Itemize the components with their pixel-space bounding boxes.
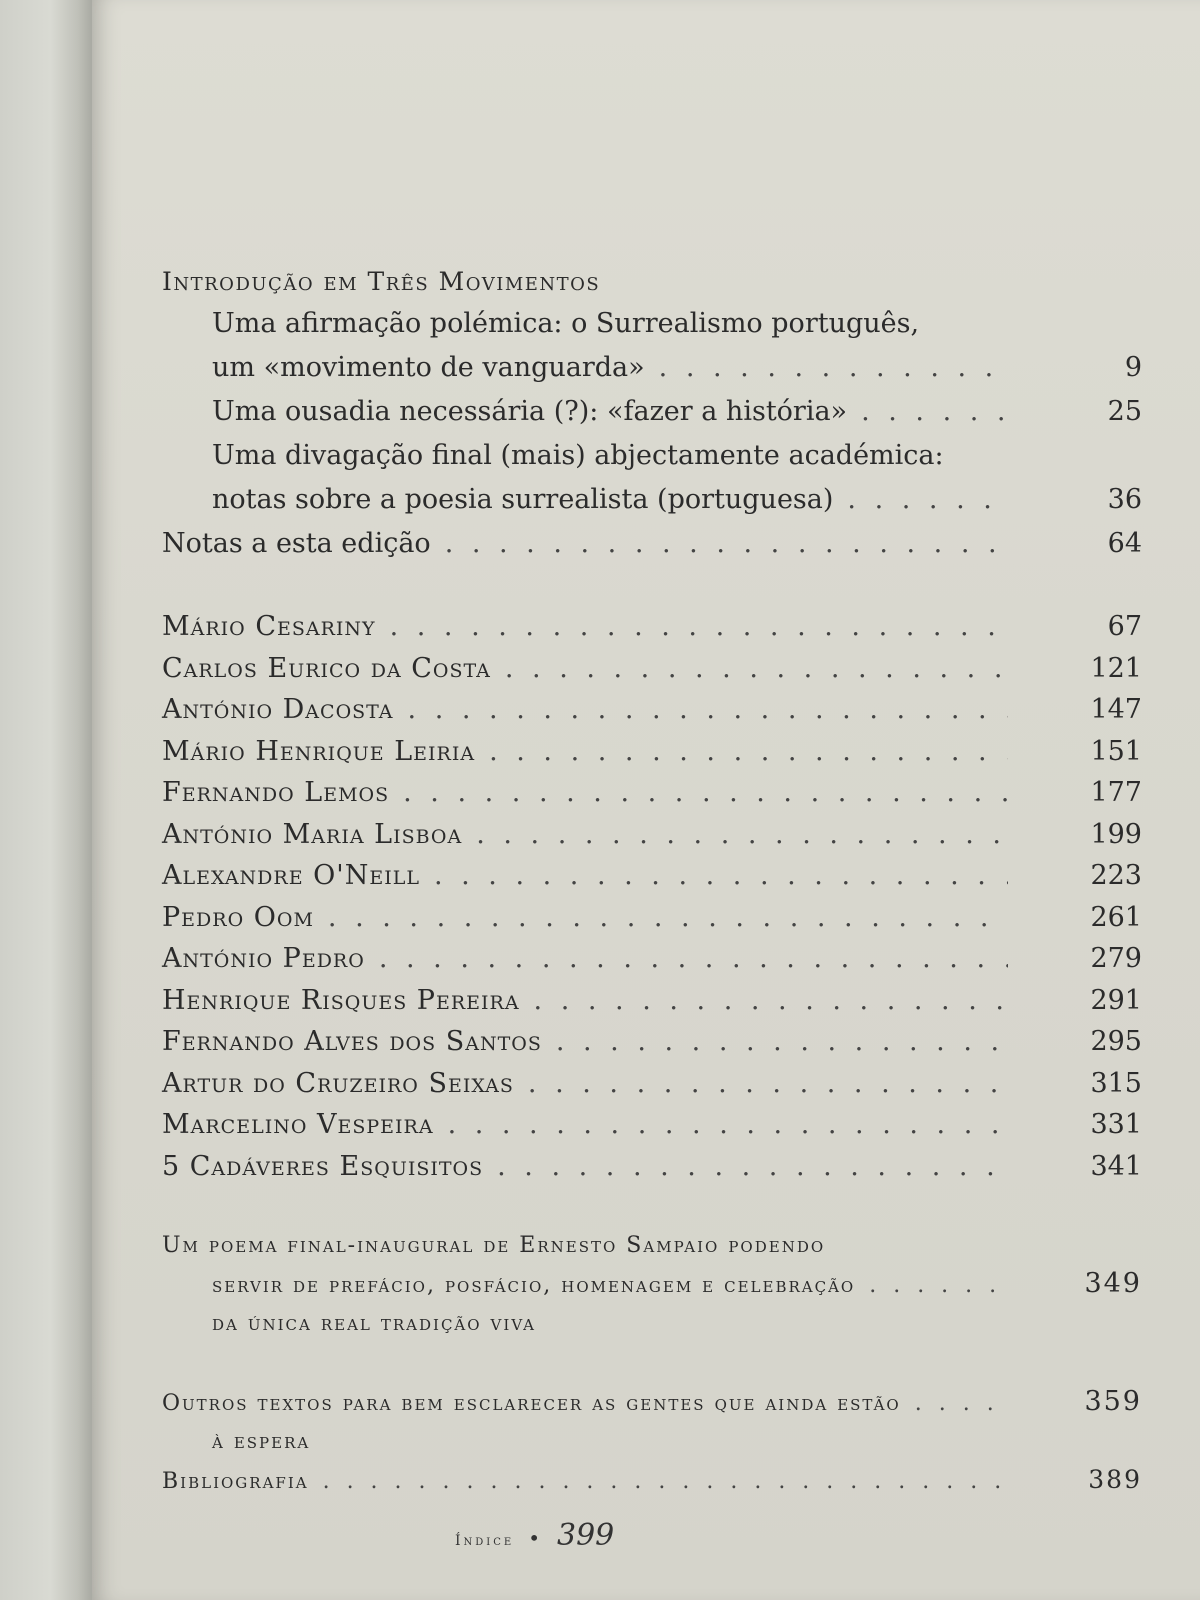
page-number: 147 bbox=[1090, 694, 1142, 725]
page-number: 36 bbox=[1107, 484, 1142, 515]
toc-entry-author bbox=[162, 897, 1142, 939]
toc-entry-author bbox=[162, 648, 1142, 690]
toc-entry-label: Uma ousadia necessária (?): «fazer a história» bbox=[212, 396, 848, 427]
toc-entry-line: Uma afirmação polémica: o Surrealismo português, bbox=[212, 308, 920, 339]
toc-entry-author bbox=[162, 980, 1142, 1022]
toc-entry-label: António Dacosta bbox=[162, 694, 394, 725]
leader-dots bbox=[847, 478, 1008, 522]
toc-entry-author bbox=[162, 689, 1142, 731]
toc-entry-line: Um poema final-inaugural de Ernesto Sampaio podendo bbox=[162, 1233, 826, 1258]
leader-dots bbox=[489, 731, 1008, 773]
toc-entry-label: António Maria Lisboa bbox=[162, 818, 463, 850]
page-number: 151 bbox=[1090, 735, 1142, 767]
toc-entry-label: Alexandre O'Neill bbox=[162, 860, 420, 891]
leader-dots bbox=[534, 980, 1008, 1022]
leader-dots bbox=[448, 1104, 1008, 1146]
leader-dots bbox=[390, 606, 1008, 648]
toc-entry-author bbox=[162, 731, 1142, 773]
toc-entry-label: António Pedro bbox=[162, 943, 365, 974]
page-number: 9 bbox=[1124, 352, 1142, 383]
intro-heading: Introdução em Três Movimentos bbox=[162, 267, 601, 296]
leader-dots bbox=[434, 855, 1008, 897]
page-number: 25 bbox=[1107, 396, 1142, 427]
page-number: 279 bbox=[1090, 943, 1142, 974]
page-number: 64 bbox=[1107, 528, 1142, 559]
book-binding bbox=[0, 0, 92, 1600]
page-number: 261 bbox=[1090, 901, 1142, 933]
toc-entry-author bbox=[162, 938, 1142, 980]
page-number: 349 bbox=[1084, 1268, 1142, 1299]
toc-entry-author bbox=[162, 1104, 1142, 1146]
toc-entry-label: servir de prefácio, posfácio, homenagem e celebração bbox=[212, 1273, 856, 1298]
toc-entry-label: Henrique Risques Pereira bbox=[162, 984, 520, 1016]
footer-label: Índice bbox=[455, 1533, 515, 1549]
leader-dots bbox=[556, 1021, 1008, 1063]
toc-entry-author bbox=[162, 814, 1142, 856]
page-number: 331 bbox=[1090, 1109, 1142, 1140]
page-number: 341 bbox=[1090, 1150, 1142, 1182]
page-number: 67 bbox=[1107, 611, 1142, 642]
leader-dots bbox=[403, 772, 1008, 814]
page-number: 359 bbox=[1084, 1386, 1142, 1417]
toc-entry-label: Mário Henrique Leiria bbox=[162, 735, 476, 767]
toc-entry-notes bbox=[162, 522, 1142, 566]
toc-entry-label: notas sobre a poesia surrealista (portuguesa) bbox=[212, 484, 834, 515]
toc-entry-author bbox=[162, 606, 1142, 648]
leader-dots bbox=[861, 390, 1008, 434]
leader-dots bbox=[445, 522, 1008, 566]
leader-dots bbox=[505, 648, 1008, 690]
toc-entry bbox=[162, 1265, 1142, 1305]
toc-entry bbox=[162, 346, 1142, 390]
page-number: 177 bbox=[1090, 777, 1142, 808]
toc-entry bbox=[162, 390, 1142, 434]
toc-entry-line: da única real tradição viva bbox=[212, 1311, 536, 1336]
toc-entry-label: Fernando Lemos bbox=[162, 777, 390, 808]
toc-entry-label: Fernando Alves dos Santos bbox=[162, 1026, 542, 1057]
toc-entry-author bbox=[162, 855, 1142, 897]
page-footer bbox=[455, 1518, 614, 1553]
toc-entry-label: Marcelino Vespeira bbox=[162, 1109, 434, 1140]
page-number: 295 bbox=[1090, 1026, 1142, 1057]
toc-entry-author bbox=[162, 1063, 1142, 1105]
footer-page-number: 399 bbox=[557, 1518, 615, 1553]
leader-dots bbox=[323, 1463, 1008, 1501]
leader-dots bbox=[379, 938, 1008, 980]
toc-entry-label: Bibliografia bbox=[162, 1469, 309, 1494]
toc-entry-author bbox=[162, 1146, 1142, 1188]
toc-entry-author bbox=[162, 1021, 1142, 1063]
toc-entry-author bbox=[162, 772, 1142, 814]
leader-dots bbox=[328, 897, 1008, 939]
footer-bullet: • bbox=[528, 1526, 543, 1550]
toc-entry-label: Notas a esta edição bbox=[162, 528, 431, 559]
toc-entry-label: 5 Cadáveres Esquisitos bbox=[162, 1150, 484, 1182]
leader-dots bbox=[408, 689, 1008, 731]
toc-entry-label: Mário Cesariny bbox=[162, 611, 376, 642]
toc-entry-line: à espera bbox=[212, 1429, 311, 1454]
toc-entry bbox=[162, 1461, 1142, 1501]
toc-entry-line: Uma divagação final (mais) abjectamente académica: bbox=[212, 440, 944, 471]
leader-dots bbox=[659, 346, 1008, 390]
leader-dots bbox=[915, 1385, 1008, 1423]
toc-entry-label: Artur do Cruzeiro Seixas bbox=[162, 1067, 514, 1099]
page-number: 223 bbox=[1090, 860, 1142, 891]
table-of-contents bbox=[162, 262, 1142, 1501]
page-number: 291 bbox=[1090, 984, 1142, 1016]
toc-entry bbox=[162, 1383, 1142, 1423]
leader-dots bbox=[476, 814, 1008, 856]
page-number: 315 bbox=[1090, 1067, 1142, 1099]
author-list bbox=[162, 606, 1142, 1187]
toc-entry-label: Outros textos para bem esclarecer as gentes que ainda estão bbox=[162, 1391, 901, 1416]
leader-dots bbox=[528, 1063, 1008, 1105]
page-number: 121 bbox=[1090, 652, 1142, 684]
toc-entry-label: um «movimento de vanguarda» bbox=[212, 352, 645, 383]
leader-dots bbox=[869, 1267, 1008, 1305]
toc-entry-label: Pedro Oom bbox=[162, 901, 314, 933]
toc-entry-label: Carlos Eurico da Costa bbox=[162, 652, 491, 684]
leader-dots bbox=[497, 1146, 1008, 1188]
toc-entry bbox=[162, 478, 1142, 522]
page-number: 389 bbox=[1088, 1465, 1142, 1494]
page-number: 199 bbox=[1090, 818, 1142, 850]
